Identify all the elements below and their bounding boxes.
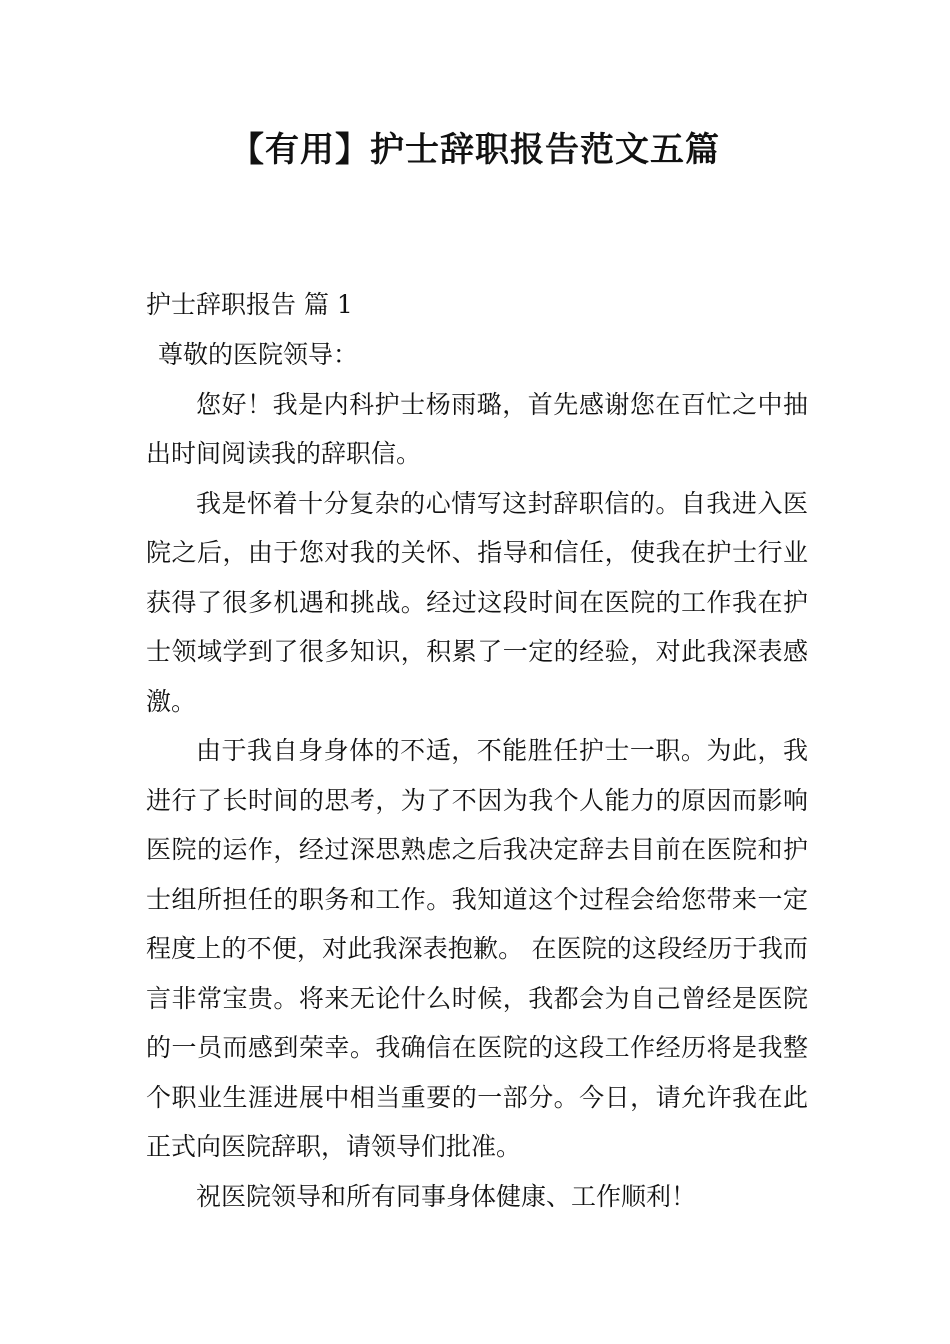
section-heading: 护士辞职报告 篇 1 [146,290,353,319]
paragraph-gratitude: 我是怀着十分复杂的心情写这封辞职信的。自我进入医院之后，由于您对我的关怀、指导和信任，使我在护士行业获得了很多机遇和挑战。经过这段时间在医院的工作我在护士领域学到了很多知识，积累了一定的经验，对此我深表感激。 [146,488,808,716]
paragraph-resignation-reason: 由于我自身身体的不适，不能胜任护士一职。为此，我进行了长时间的思考，为了不因为我个人能力的原因而影响医院的运作，经过深思熟虑之后我决定辞去目前在医院和护士组所担任的职务和工作。我知道这个过程会给您带来一定程度上的不便，对此我深表抱歉。 在医院的这段经历于我而言非常宝贵。将来无论什么时候，我都会为自己曾经是医院的一员而感到荣幸。我确信在医院的这段工作经历将是我整个职业生涯进展中相当重要的一部分。今日，请允许我在此正式向医院辞职，请领导们批准。 [146,736,808,1161]
document-title: 【有用】护士辞职报告范文五篇 [230,130,720,170]
paragraph-closing-wish: 祝医院领导和所有同事身体健康、工作顺利！ [196,1181,697,1211]
salutation: 尊敬的医院领导： [158,340,359,369]
paragraph-greeting: 您好！我是内科护士杨雨璐，首先感谢您在百忙之中抽出时间阅读我的辞职信。 [146,389,808,468]
document-body [146,280,808,1221]
